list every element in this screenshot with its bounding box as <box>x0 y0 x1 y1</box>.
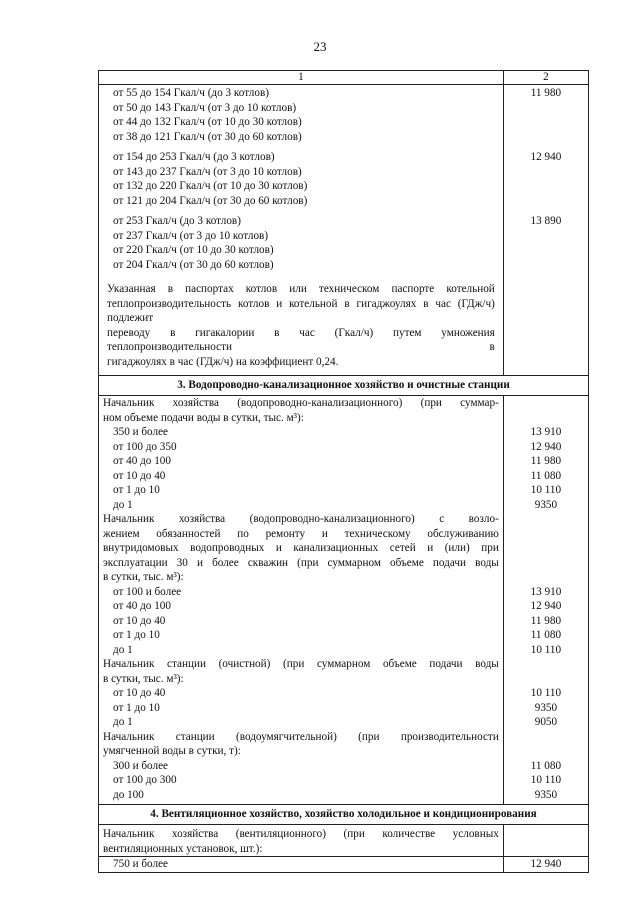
section-3-heading-row <box>99 376 589 396</box>
section-3-value: 9350 <box>534 788 558 801</box>
section-3-value: 10 110 <box>530 484 562 496</box>
group-2-line: от 132 до 220 Гкал/ч (от 10 до 30 котлов) <box>113 180 308 192</box>
section-3-label: 350 и более <box>113 426 169 438</box>
section-3-text: жением обязанностей по ремонту и техническому обслуживанию <box>103 527 499 540</box>
section-4-heading-row <box>99 805 589 825</box>
group-1-line: от 44 до 132 Гкал/ч (от 10 до 30 котлов) <box>113 116 302 128</box>
group-2-line: от 154 до 253 Гкал/ч (до 3 котлов) <box>113 151 275 163</box>
group-2 <box>99 148 503 212</box>
section-4-title: 4. Вентиляционное хозяйство, хозяйство холодильное и кондиционирования <box>99 805 589 825</box>
section-3-label: до 1 <box>113 716 133 728</box>
section-3-title: 3. Водопроводно-канализационное хозяйство и очистные станции <box>99 376 589 396</box>
group-1-line: от 38 до 121 Гкал/ч (от 30 до 60 котлов) <box>113 130 302 143</box>
section-3-text: эксплуатации 30 и более скважин (при суммарном объеме подачи воды <box>103 556 499 569</box>
section-4-text: Начальник хозяйства (вентиляционного) (при количестве условных <box>103 828 499 840</box>
section-3-value: 12 940 <box>530 600 562 612</box>
group-3-line: от 253 Гкал/ч (до 3 котлов) <box>113 215 241 227</box>
section-3-label: от 10 до 40 <box>113 469 166 482</box>
section-3-label: от 1 до 10 <box>113 484 160 496</box>
section-3-value: 11 080 <box>530 469 562 482</box>
group-2-line: от 121 до 204 Гкал/ч (от 30 до 60 котлов) <box>113 194 308 207</box>
section-3-value: 11 980 <box>530 455 562 467</box>
group-1-line: от 55 до 154 Гкал/ч (до 3 котлов) <box>113 87 269 99</box>
section-3-value: 10 110 <box>530 643 562 656</box>
section-3-label: от 1 до 10 <box>113 629 160 641</box>
page-number: 23 <box>313 39 327 54</box>
table-row <box>99 825 589 857</box>
table-row <box>99 857 589 873</box>
section-3-label: до 1 <box>113 643 133 656</box>
table-header-row <box>99 71 589 85</box>
note-line: гигаджоулях в час (ГДж/ч) на коэффициент 0,24. <box>107 355 339 368</box>
section-3-value: 9350 <box>534 701 558 714</box>
conversion-note <box>99 276 503 375</box>
table-row <box>99 396 589 805</box>
section-3-value: 13 910 <box>530 426 562 438</box>
group-1-value: 11 980 <box>530 87 562 99</box>
section-3-label: от 10 до 40 <box>113 614 166 627</box>
section-4-text: вентиляционных установок, шт.): <box>103 842 263 855</box>
note-line: Указанная в паспортах котлов или техническом паспорте котельной <box>107 283 495 295</box>
section-3-value: 11 080 <box>530 629 562 641</box>
section-4-value: 12 940 <box>530 858 562 870</box>
group-1-line: от 50 до 143 Гкал/ч (от 3 до 10 котлов) <box>113 101 297 114</box>
section-3-value: 11 080 <box>530 759 562 772</box>
section-3-label: от 100 до 300 <box>113 774 177 786</box>
section-3-label: от 40 до 100 <box>113 600 171 612</box>
document-table <box>98 70 589 873</box>
section-3-text: Начальник хозяйства (водопроводно-канализационного) (при суммар- <box>103 397 499 409</box>
header-col-2: 2 <box>503 71 588 85</box>
section-3-text: Начальник хозяйства (водопроводно-канализационного) с возло- <box>103 513 499 525</box>
section-3-value: 9050 <box>534 716 558 728</box>
table-row <box>99 85 589 376</box>
section-3-value: 11 980 <box>530 614 562 627</box>
section-3-label: 300 и более <box>113 759 169 772</box>
group-3-line: от 237 Гкал/ч (от 3 до 10 котлов) <box>113 229 269 242</box>
section-3-text: в сутки, тыс. м³): <box>103 672 184 685</box>
section-3-label: до 100 <box>113 788 144 801</box>
group-3-line: от 220 Гкал/ч (от 10 до 30 котлов) <box>113 244 274 256</box>
section-3-label: от 100 и более <box>113 585 182 598</box>
section-3-label: от 100 до 350 <box>113 440 177 453</box>
section-3-label: от 40 до 100 <box>113 455 171 467</box>
note-line: теплопроизводительность котлов и котельной в гигаджоулях в час (ГДж/ч) подлежит <box>107 297 495 324</box>
section-3-value: 9350 <box>534 498 558 511</box>
group-1 <box>99 85 503 148</box>
section-3-value: 10 110 <box>530 774 562 786</box>
section-3-value: 13 910 <box>530 585 562 598</box>
section-3-label: от 1 до 10 <box>113 701 160 714</box>
section-3-text: внутридомовых водопроводных и канализационных сетей и (или) при <box>103 542 499 554</box>
section-3-value: 10 110 <box>530 687 562 699</box>
section-3-text: Начальник станции (очистной) (при суммарном объеме подачи воды <box>103 658 499 670</box>
group-3 <box>99 212 503 276</box>
section-3-text: умягченной воды в сутки, т): <box>103 745 241 757</box>
section-3-text: в сутки, тыс. м³): <box>103 571 184 583</box>
note-line: переводу в гигакалории в час (Гкал/ч) путем умножения теплопроизводительности в <box>107 326 495 353</box>
section-3-text: Начальник станции (водоумягчительной) (при производительности <box>103 730 499 743</box>
section-3-text: ном объеме подачи воды в сутки, тыс. м³): <box>103 411 304 424</box>
section-3-label: до 1 <box>113 498 133 511</box>
group-2-value: 12 940 <box>530 151 562 163</box>
group-2-line: от 143 до 237 Гкал/ч (от 3 до 10 котлов) <box>113 165 302 178</box>
section-4-label: 750 и более <box>113 858 169 870</box>
group-3-value: 13 890 <box>530 215 562 227</box>
header-col-1: 1 <box>99 71 504 85</box>
group-3-line: от 204 Гкал/ч (от 30 до 60 котлов) <box>113 258 274 271</box>
section-3-label: от 10 до 40 <box>113 687 166 699</box>
section-3-value: 12 940 <box>530 440 562 453</box>
